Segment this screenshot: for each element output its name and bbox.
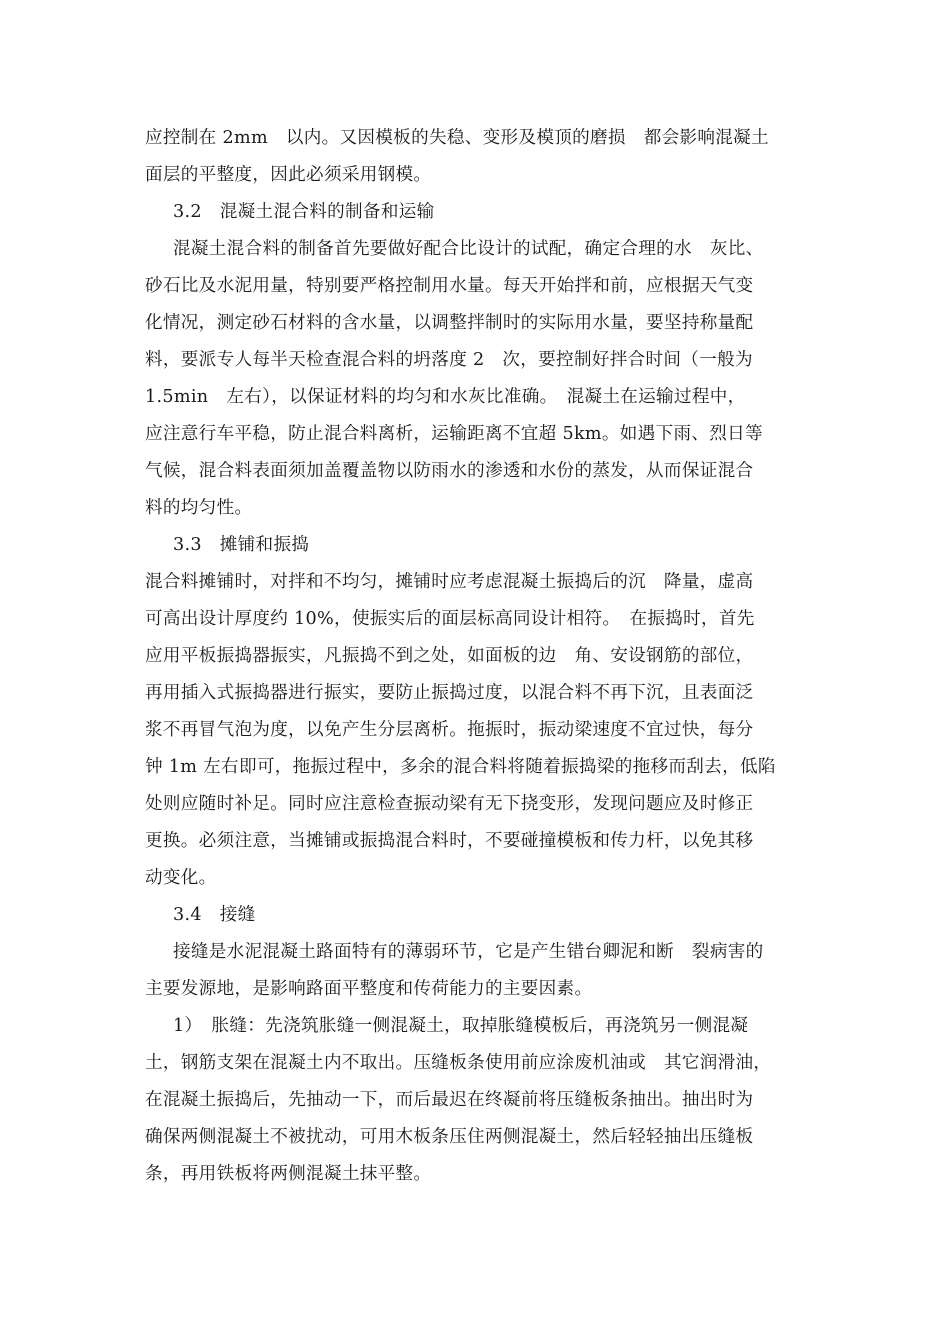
text-line: 可高出设计厚度约 10%，使振实后的面层标高同设计相符。 在振捣时，首先 — [145, 609, 755, 629]
text-line: 料，要派专人每半天检查混合料的坍落度 2 次，要控制好拌合时间（一般为 — [145, 350, 753, 370]
text-line: 应控制在 2mm 以内。又因模板的失稳、变形及模顶的磨损 都会影响混凝土 — [145, 128, 769, 148]
text-line: 土，钢筋支架在混凝土内不取出。压缝板条使用前应涂废机油或 其它润滑油， — [145, 1053, 772, 1073]
text-line: 更换。必须注意，当摊铺或振捣混合料时，不要碰撞模板和传力杆，以免其移 — [145, 831, 754, 851]
text-line: 条，再用铁板将两侧混凝土抹平整。 — [145, 1164, 432, 1184]
text-line: 主要发源地，是影响路面平整度和传荷能力的主要因素。 — [145, 979, 593, 999]
text-line: 1.5min 左右），以保证材料的均匀和水灰比准确。 混凝土在运输过程中， — [145, 387, 746, 407]
text-line: 动变化。 — [145, 868, 217, 888]
text-line: 料的均匀性。 — [145, 498, 253, 518]
text-line: 混凝土混合料的制备首先要做好配合比设计的试配，确定合理的水 灰比、 — [173, 239, 764, 259]
section-heading: 3.3 摊铺和振捣 — [173, 535, 310, 555]
text-line: 处则应随时补足。同时应注意检查振动梁有无下挠变形，发现问题应及时修正 — [145, 794, 754, 814]
section-heading: 3.2 混凝土混合料的制备和运输 — [173, 202, 435, 222]
text-line: 钟 1m 左右即可，拖振过程中，多余的混合料将随着振捣梁的拖移而刮去，低陷 — [145, 757, 776, 777]
text-line: 面层的平整度，因此必须采用钢模。 — [145, 165, 432, 185]
text-line: 确保两侧混凝土不被扰动，可用木板条压住两侧混凝土，然后轻轻抽出压缝板 — [145, 1127, 754, 1147]
text-line: 接缝是水泥混凝土路面特有的薄弱环节，它是产生错台卿泥和断 裂病害的 — [173, 942, 764, 962]
text-line: 浆不再冒气泡为度，以免产生分层离析。拖振时，振动梁速度不宜过快，每分 — [145, 720, 754, 740]
text-line: 砂石比及水泥用量，特别要严格控制用水量。每天开始拌和前，应根据天气变 — [145, 276, 754, 296]
section-heading: 3.4 接缝 — [173, 905, 256, 925]
text-line: 应注意行车平稳，防止混合料离析，运输距离不宜超 5km。如遇下雨、烈日等 — [145, 424, 763, 444]
text-line: 气候，混合料表面须加盖覆盖物以防雨水的渗透和水份的蒸发，从而保证混合 — [145, 461, 754, 481]
text-line: 应用平板振捣器振实，凡振捣不到之处，如面板的边 角、安设钢筋的部位， — [145, 646, 754, 666]
text-line: 在混凝土振捣后，先抽动一下，而后最迟在终凝前将压缝板条抽出。抽出时为 — [145, 1090, 754, 1110]
text-line: 1） 胀缝：先浇筑胀缝一侧混凝土，取掉胀缝模板后，再浇筑另一侧混凝 — [173, 1016, 749, 1036]
text-line: 混合料摊铺时，对拌和不均匀，摊铺时应考虑混凝土振捣后的沉 降量，虚高 — [145, 572, 754, 592]
text-line: 化情况，测定砂石材料的含水量，以调整拌制时的实际用水量，要坚持称量配 — [145, 313, 754, 333]
text-line: 再用插入式振捣器进行振实，要防止振捣过度，以混合料不再下沉，且表面泛 — [145, 683, 754, 703]
